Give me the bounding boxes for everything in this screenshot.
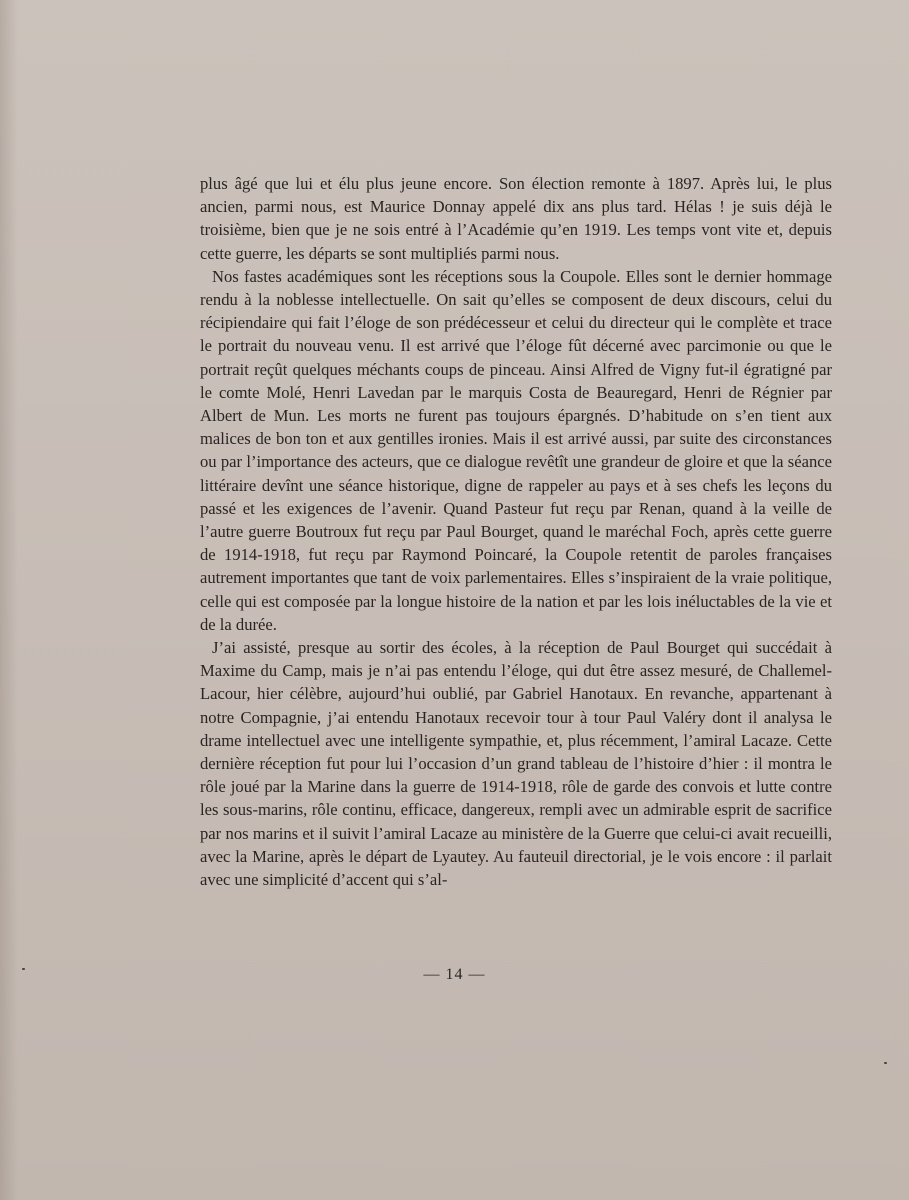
page-number: — 14 — [423,966,486,983]
paragraph-3: J’ai assisté, presque au sortir des écoles, à la réception de Paul Bourget qui succédait à Maxime du Camp, mais je n’ai pas entendu l’éloge, qui dut être assez mesuré, de Challemel-Lacour, hier célèbre, aujourd’hui oublié, par Gabriel Hanotaux. En revanche, appartenant à notre Compagnie, j’ai entendu Hanotaux recevoir tour à tour Paul Valéry dont il analysa le drame intellectuel avec une intelligente sympathie, et, plus récemment, l’amiral Lacaze. Cette dernière réception fut pour lui l’occasion d’un grand tableau de l’histoire d’hier : il montra le rôle joué par la Marine dans la guerre de 1914-1918, rôle de garde des convois et lutte contre les sous-marins, rôle continu, efficace, dangereux, rempli avec un admirable esprit de sacrifice par nos marins et il suivit l’amiral Lacaze au ministère de la Guerre que celui-ci avait recueilli, avec la Marine, après le départ de Lyautey. Au fauteuil directorial, je le vois encore : il parlait avec une simplicité d’accent qui s’al- [200,638,832,890]
page-edge-shadow [0,0,18,1200]
paper-speck [884,1062,887,1064]
paper-speck [22,968,25,970]
paragraph-1: plus âgé que lui et élu plus jeune encore. Son élection remonte à 1897. Après lui, le plus ancien, parmi nous, est Maurice Donnay appelé dix ans plus tard. Hélas ! je suis déjà le troisième, bien que je ne sois entré à l’Académie qu’en 1919. Les temps vont vite et, depuis cette guerre, les départs se sont multipliés parmi nous. [200,174,832,263]
paragraph-2: Nos fastes académiques sont les réceptions sous la Coupole. Elles sont le dernier hommage rendu à la noblesse intellectuelle. On sait qu’elles se composent de deux discours, celui du récipiendaire qui fait l’éloge de son prédécesseur et celui du directeur qui le complète et trace le portrait du nouveau venu. Il est arrivé que l’éloge fût décerné avec parcimonie ou que le portrait reçût quelques méchants coups de pinceau. Ainsi Alfred de Vigny fut-il égratigné par le comte Molé, Henri Lavedan par le marquis Costa de Beauregard, Henri de Régnier par Albert de Mun. Les morts ne furent pas toujours épargnés. D’habitude on s’en tient aux malices de bon ton et aux gentilles ironies. Mais il est arrivé aussi, par suite des circonstances ou par l’importance des acteurs, que ce dialogue revêtît une grandeur de gloire et que la séance littéraire devînt une séance historique, digne de rappeler au pays et à ses chefs les leçons du passé et les exigences de l’avenir. Quand Pasteur fut reçu par Renan, quand à la veille de l’autre guerre Boutroux fut reçu par Paul Bourget, quand le maréchal Foch, après cette guerre de 1914-1918, fut reçu par Raymond Poincaré, la Coupole retentit de paroles françaises autrement importantes que tant de voix parlementaires. Elles s’inspiraient de la vraie politique, celle qui est composée par la longue histoire de la nation et par les lois inéluctables de la vie et de la durée. [200,266,832,634]
body-text [200,172,832,891]
